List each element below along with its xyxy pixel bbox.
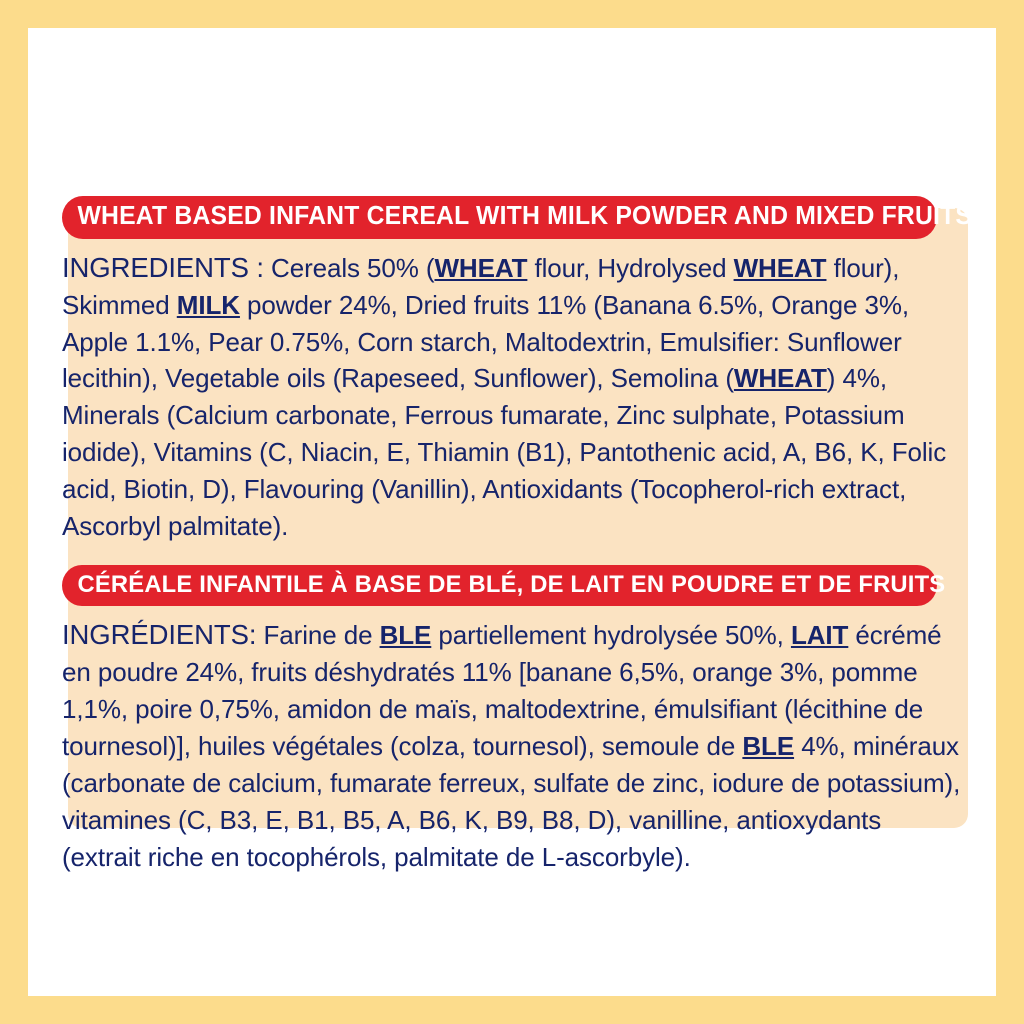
french-ingredients-label: INGRÉDIENTS: [62, 619, 257, 651]
allergen-ble-2: BLE [742, 731, 795, 762]
english-text-5: ) 4%, Minerals (Calcium carbonate, Ferrous fumarate, Zinc sulphate, Potassium iodide), Vitamins (C, Niacin, E, Thiamin (B1), Pantothenic acid, A, B6, K, Folic acid, Biotin, D), Flavouring (Vanillin), Antioxidants (Tocopherol-rich extract, Ascorbyl palmitate). [62, 363, 947, 542]
english-text-2: flour, Hydrolysed [527, 252, 734, 283]
french-product-banner: CÉRÉALE INFANTILE À BASE DE BLÉ, DE LAIT EN POUDRE ET DE FRUITS [62, 565, 937, 606]
allergen-ble-1: BLE [379, 620, 432, 651]
ingredients-content [62, 196, 973, 876]
allergen-wheat-1: WHEAT [434, 252, 528, 283]
allergen-milk: MILK [176, 289, 240, 320]
french-block [62, 565, 964, 876]
english-text-4: powder 24%, Dried fruits 11% (Banana 6.5%, Orange 3%, Apple 1.1%, Pear 0.75%, Corn starch, Maltodextrin, Emulsifier: Sunflower lecithin), Vegetable oils (Rapeseed, Sunflower), Semolina ( [62, 289, 909, 394]
french-text-4: 4%, minéraux (carbonate de calcium, fumarate ferreux, sulfate de zinc, iodure de potassium), vitamines (C, B3, E, B1, B5, A, B6, K, B9, B8, D), vanilline, antioxydants (extrait riche en tocophérols, palmitate de L-ascorbyle). [62, 731, 961, 872]
french-text-2: partiellement hydrolysée 50%, [431, 620, 791, 651]
english-ingredients-label: INGREDIENTS : [62, 251, 264, 283]
english-product-banner: WHEAT BASED INFANT CEREAL WITH MILK POWDER AND MIXED FRUITS [62, 196, 937, 239]
french-text-1: Farine de [256, 620, 380, 651]
english-text-1: Cereals 50% ( [263, 252, 435, 283]
allergen-wheat-3: WHEAT [733, 363, 827, 394]
english-ingredients-text [62, 248, 964, 545]
english-block [62, 196, 973, 545]
english-text-3: flour), Skimmed [62, 252, 900, 320]
french-ingredients-text [62, 615, 964, 875]
allergen-wheat-2: WHEAT [733, 252, 827, 283]
allergen-lait: LAIT [790, 620, 849, 651]
french-text-3: écrémé en poudre 24%, fruits déshydratés 11% [banane 6,5%, orange 3%, pomme 1,1%, poire 0,75%, amidon de maïs, maltodextrine, émulsifiant (lécithine de tournesol)], huiles végétales (colza, tournesol), semoule de [62, 620, 942, 762]
